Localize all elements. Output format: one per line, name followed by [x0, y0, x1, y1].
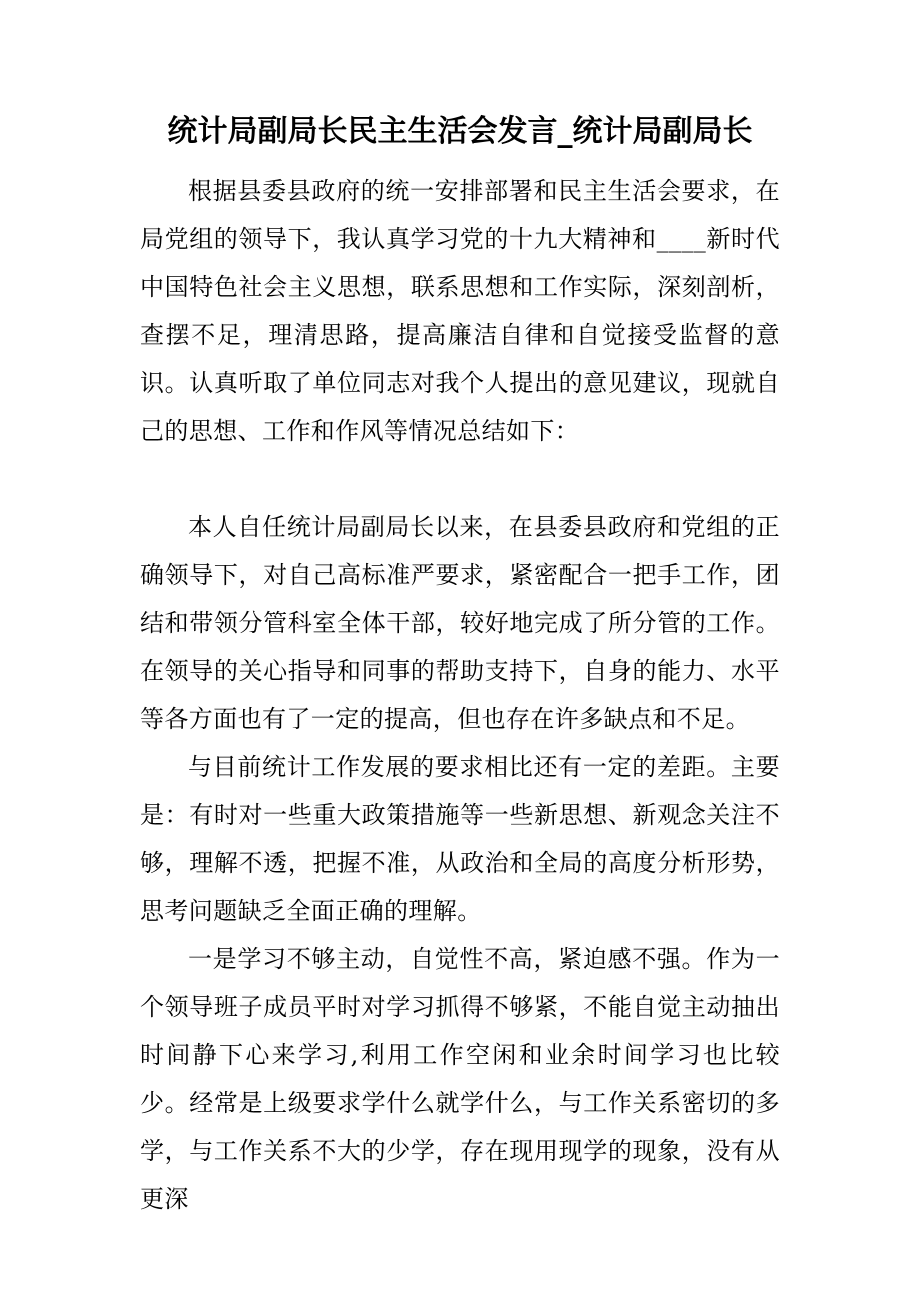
paragraph-study-issue: 一是学习不够主动，自觉性不高，紧迫感不强。作为一个领导班子成员平时对学习抓得不够紧，不能自觉主动抽出时间静下心来学习,利用工作空闲和业余时间学习也比较少。经常是上级要求学什么就学什么，与工作关系密切的多学，与工作关系不大的少学，存在现用现学的现象，没有从更深 — [140, 945, 780, 1213]
paragraph-gap-analysis: 与目前统计工作发展的要求相比还有一定的差距。主要是：有时对一些重大政策措施等一些新思想、新观念关注不够，理解不透，把握不准，从政治和全局的高度分析形势，思考问题缺乏全面正确的理解。 — [140, 753, 780, 925]
paragraph-overview: 本人自任统计局副局长以来，在县委县政府和党组的正确领导下，对自己高标准严要求，紧密配合一把手工作，团结和带领分管科室全体干部，较好地完成了所分管的工作。在领导的关心指导和同事的帮助支持下，自身的能力、水平等各方面也有了一定的提高，但也存在许多缺点和不足。 — [140, 513, 780, 733]
paragraph-intro: 根据县委县政府的统一安排部署和民主生活会要求，在局党组的领导下，我认真学习党的十九大精神和____新时代中国特色社会主义思想，联系思想和工作实际，深刻剖析，查摆不足，理清思路，提高廉洁自律和自觉接受监督的意识。认真听取了单位同志对我个人提出的意见建议，现就自己的思想、工作和作风等情况总结如下： — [140, 177, 780, 445]
document-title: 统计局副局长民主生活会发言_统计局副局长 — [167, 114, 753, 149]
document-body — [140, 167, 780, 1223]
paragraph-spacer — [140, 455, 780, 503]
